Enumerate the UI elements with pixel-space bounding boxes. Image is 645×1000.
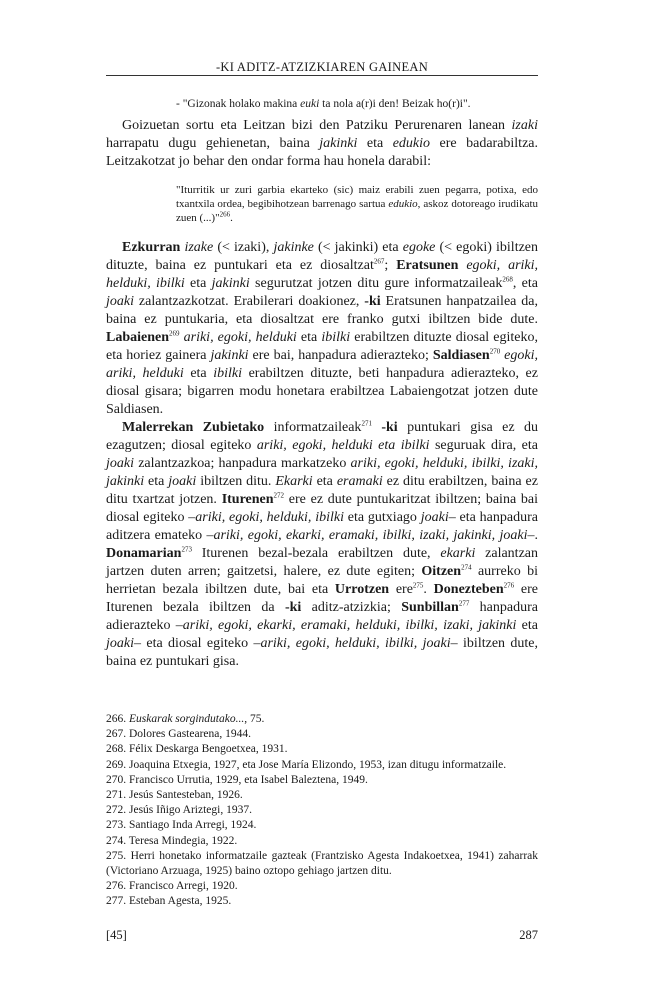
footer-section-number: [45] — [106, 928, 127, 942]
footnote: 275. Herri honetako informatzaile gazteak (Frantzisko Agesta Indakoetxea, 1941) zaharrak (Victoriano Arzuaga, 1925) baino oztopo gehiago jartzen ditu. — [106, 849, 539, 878]
top-quote: - "Gizonak holako makina euki ta nola a(r)i den! Beizak ho(r)i". — [176, 98, 471, 110]
header-rule — [106, 75, 538, 76]
footnote: 271. Jesús Santesteban, 1926. — [106, 789, 243, 802]
paragraph-3: Malerrekan Zubietako informatzaileak$^{271}$ -ki puntukari gisa ez du ezagutzen; diosal egiteko ariki, egoki, helduki eta ibilki seguruak dira, eta joaki zalantzazkoa; hanpadura markatzeko ariki, egoki, helduki, ibilki, izaki, jakinki eta joaki ibiltzen ditu. Ekarki eta eramaki ez ditu erabiltzen, baina ez ditu txartzat jotzen. Iturenen$^{272}$ ere ez dute puntukaritzat ibiltzen; baina bai diosal egiteko –ariki, egoki, helduki, ibilki eta gutxiago joaki– eta hanpadura aditzera emateko –ariki, egoki, ekarki, eramaki, ibilki, izaki, jakinki, joaki–. Donamarian$^{273}$ Iturenen bezal-bezala erabiltzen dute, ekarki zalantzan jartzen duten arren; gaitzetsi, halere, ez dute egiten; Oitzen$^{274}$ aurreko bi herrietan bezala ibiltzen dute, bai eta Urrotzen ere$^{275}$. Donezteben$^{276}$ ere Iturenen bezala ibiltzen da -ki aditz-atzizkia; Sunbillan$^{277}$ hanpadura adierazteko –ariki, egoki, ekarki, eramaki, helduki, ibilki, izaki, jakinki eta joaki– eta diosal egiteko –ariki, egoki, helduki, ibilki, joaki– ibiltzen dute, baina ez puntukari gisa. — [106, 419, 539, 669]
footnote: 269. Joaquina Etxegia, 1927, eta Jose María Elizondo, 1953, izan ditugu informatzaile. — [106, 758, 507, 771]
running-header: -KI ADITZ-ATZIZKIAREN GAINEAN — [215, 60, 429, 74]
footnote: 268. Félix Deskarga Bengoetxea, 1931. — [106, 743, 288, 756]
paragraph-1: Goizuetan sortu eta Leitzan bizi den Patziku Perurenaren lanean izaki harrapatu dugu gehienetan, baina jakinki eta edukio ere badarabiltza. Leitzakotzat jo behar den ondar forma hau honela darabil: — [106, 118, 539, 169]
footnotes — [106, 712, 538, 910]
footnote: 267. Dolores Gastearena, 1944. — [106, 728, 251, 741]
page-number: 287 — [519, 928, 538, 942]
footnote: 274. Teresa Mindegia, 1922. — [106, 834, 238, 847]
body-text — [106, 117, 538, 671]
block-quote: "Iturritik ur zuri garbia ekarteko (sic) maiz erabili zuen pegarra, potixa, edo txantxila ordea, begibihotzean barrenago sartua edukio, askoz dotoreago irudikatu zuen (...)"$^{266}$. — [176, 184, 539, 224]
footnote: 277. Esteban Agesta, 1925. — [106, 895, 232, 908]
footnote: 273. Santiago Inda Arregi, 1924. — [106, 819, 257, 832]
paragraph-2: Ezkurran izake (< izaki), jakinke (< jakinki) eta egoke (< egoki) ibiltzen dituzte, baina ez puntukari eta ez diosaltzat$^{267}$; Eratsunen egoki, ariki, helduki, ibilki eta jakinki segurutzat jotzen ditu gure informatzaileak$^{268}$, eta joaki zalantzazkotzat. Erabilerari doakionez, -ki Eratsunen hanpatzailea da, baina ez puntukaria, eta diosaltzat ere franko gutxi ibiltzen bide dute. Labaienen$^{269}$ ariki, egoki, helduki eta ibilki erabiltzen dituzte diosal egiteko, eta horiez gainera jakinki ere bai, hanpadura adierazteko; Saldiasen$^{270}$ egoki, ariki, helduki eta ibilki erabiltzen dituzte, beti hanpadura adierazteko, ez diosal gisara; bigarren modu honetara erabiltzea Labaiengotzat jotzen dute Saldiasen. — [106, 240, 539, 417]
footnote: 266. Euskarak sorgindutako..., 75. — [106, 713, 265, 725]
footnote: 276. Francisco Arregi, 1920. — [106, 880, 238, 893]
footnote: 272. Jesús Iñigo Ariztegi, 1937. — [106, 804, 252, 817]
footnote: 270. Francisco Urrutia, 1929, eta Isabel Baleztena, 1949. — [106, 773, 368, 786]
